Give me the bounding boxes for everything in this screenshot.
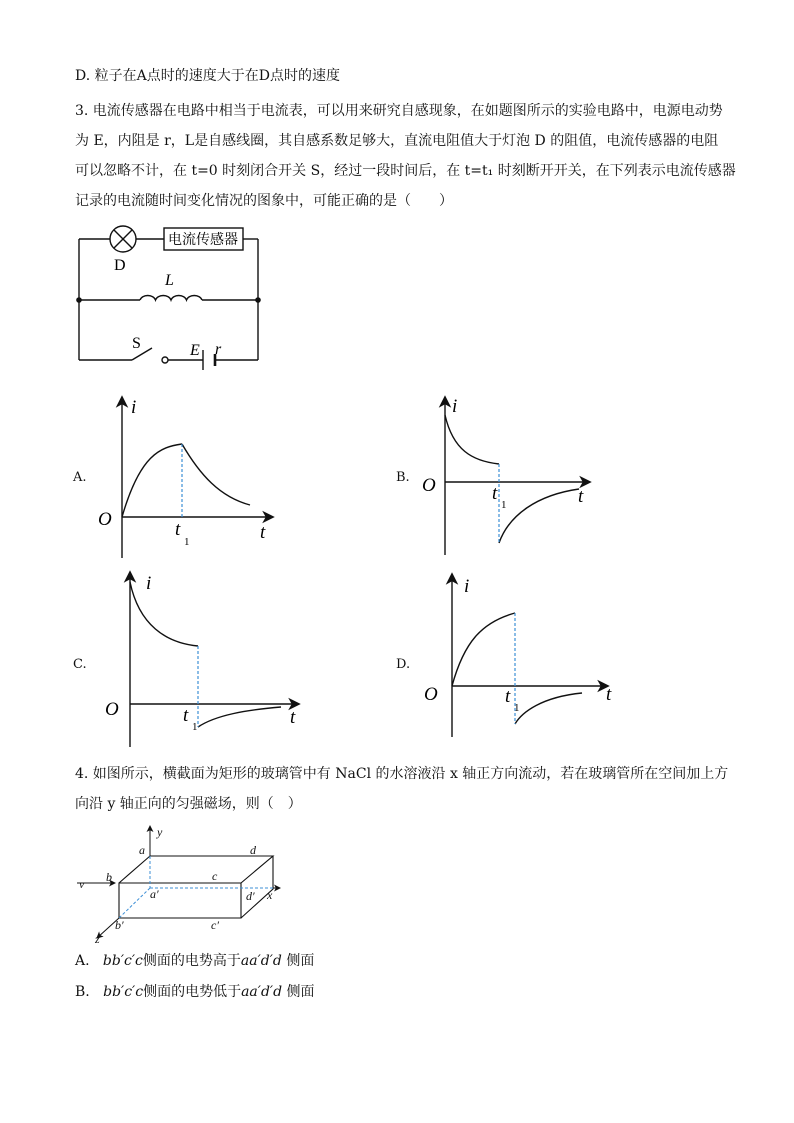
q3-line-4: 记录的电流随时间变化情况的图象中，可能正确的是（ ） [75,193,453,209]
fig-d: d [250,843,256,857]
x-axis-label: t [290,707,296,728]
option-label: A. [75,953,90,969]
option-c-label: C. [73,657,87,672]
t1-subscript: 1 [184,536,190,548]
lamp-label: D [114,257,126,274]
graph-c[interactable] [101,570,306,750]
t1-label: t [175,519,181,540]
emf-label: E [190,342,200,359]
fig-x: x [267,888,273,902]
graph-b[interactable] [417,395,597,555]
option-b-label: B. [396,470,410,485]
circuit-diagram [70,222,270,372]
option-d-label: D. [396,657,411,672]
q4-line-1: 4. 如图所示，横截面为矩形的玻璃管中有 NaCl 的水溶液沿 x 轴正方向流动，若在玻璃管所在空间加上方 [75,766,729,782]
lamp-icon [110,226,136,252]
y-axis-label: i [131,397,137,418]
graph-d[interactable] [422,572,622,732]
curve-decay-pos [445,415,499,464]
t1-subscript: 1 [501,499,507,511]
coil-label: L [165,272,174,289]
curve-decay [182,444,250,505]
fig-z: z [95,932,100,946]
q3-line-2: 为 E，内阻是 r，L是自感线圈，其自感系数足够大，直流电阻值大于灯泡 D 的阻值，电流传感器的电阻 [75,133,719,149]
q2-option-d: D. 粒子在A点时的速度大于在D点时的速度 [75,68,340,84]
q4-option-b[interactable] [75,982,315,1002]
curve-decay-neg [499,489,579,543]
curve-rise [122,444,182,517]
face-rhs: aa′d′d [241,984,283,1000]
fig-a: a [139,843,145,857]
fig-c2: c′ [211,918,219,932]
glass-tube-figure [75,820,295,945]
fig-v: v [79,877,85,891]
graph-a[interactable] [95,395,285,555]
y-axis-label: i [452,396,458,417]
x-axis-label: t [260,522,266,543]
relation: 侧面的电势低于 [143,984,242,1000]
t1-label: t [505,686,511,707]
curve-rise [452,613,515,686]
q4-option-a[interactable] [75,951,314,971]
face-lhs: bb′c′c [102,953,143,969]
y-axis-label: i [464,576,470,597]
suffix: 侧面 [286,984,315,1000]
sensor-label: 电流传感器 [168,233,238,248]
face-lhs: bb′c′c [103,984,144,1000]
face-rhs: aa′d′d [240,953,282,969]
y-axis-label: i [146,573,152,594]
switch-label: S [132,335,141,352]
q3-line-1: 3. 电流传感器在电路中相当于电流表，可以用来研究自感现象，在如题图所示的实验电路中，电源电动势 [75,103,723,119]
curve-decay-neg [198,707,281,727]
t1-subscript: 1 [192,721,198,733]
curve-decay-pos [130,582,198,646]
fig-y: y [157,825,163,839]
origin-label: O [105,699,119,720]
fig-d2: d′ [246,889,255,903]
t1-label: t [492,483,498,504]
fig-b: b [106,870,112,884]
origin-label: O [422,475,436,496]
fig-c: c [212,869,218,883]
t1-subscript: 1 [514,702,520,714]
option-a-label: A. [73,470,87,485]
x-axis-label: t [578,486,584,507]
coil-icon [140,295,202,300]
suffix: 侧面 [286,953,315,969]
option-label: B. [75,984,90,1000]
origin-label: O [424,684,438,705]
relation: 侧面的电势高于 [142,953,241,969]
curve-decay-neg [515,693,582,724]
origin-label: O [98,509,112,530]
x-axis-label: t [606,684,612,705]
q3-line-3: 可以忽略不计，在 t=0 时刻闭合开关 S，经过一段时间后，在 t=t₁ 时刻断开开关，在下列表示电流传感器 [75,163,736,179]
fig-b2: b′ [115,918,124,932]
battery-icon [203,350,215,370]
t1-label: t [183,705,189,726]
q4-line-2: 向沿 y 轴正向的匀强磁场，则（ ） [75,796,302,812]
r-label: r [215,341,222,358]
fig-a2: a′ [150,887,159,901]
